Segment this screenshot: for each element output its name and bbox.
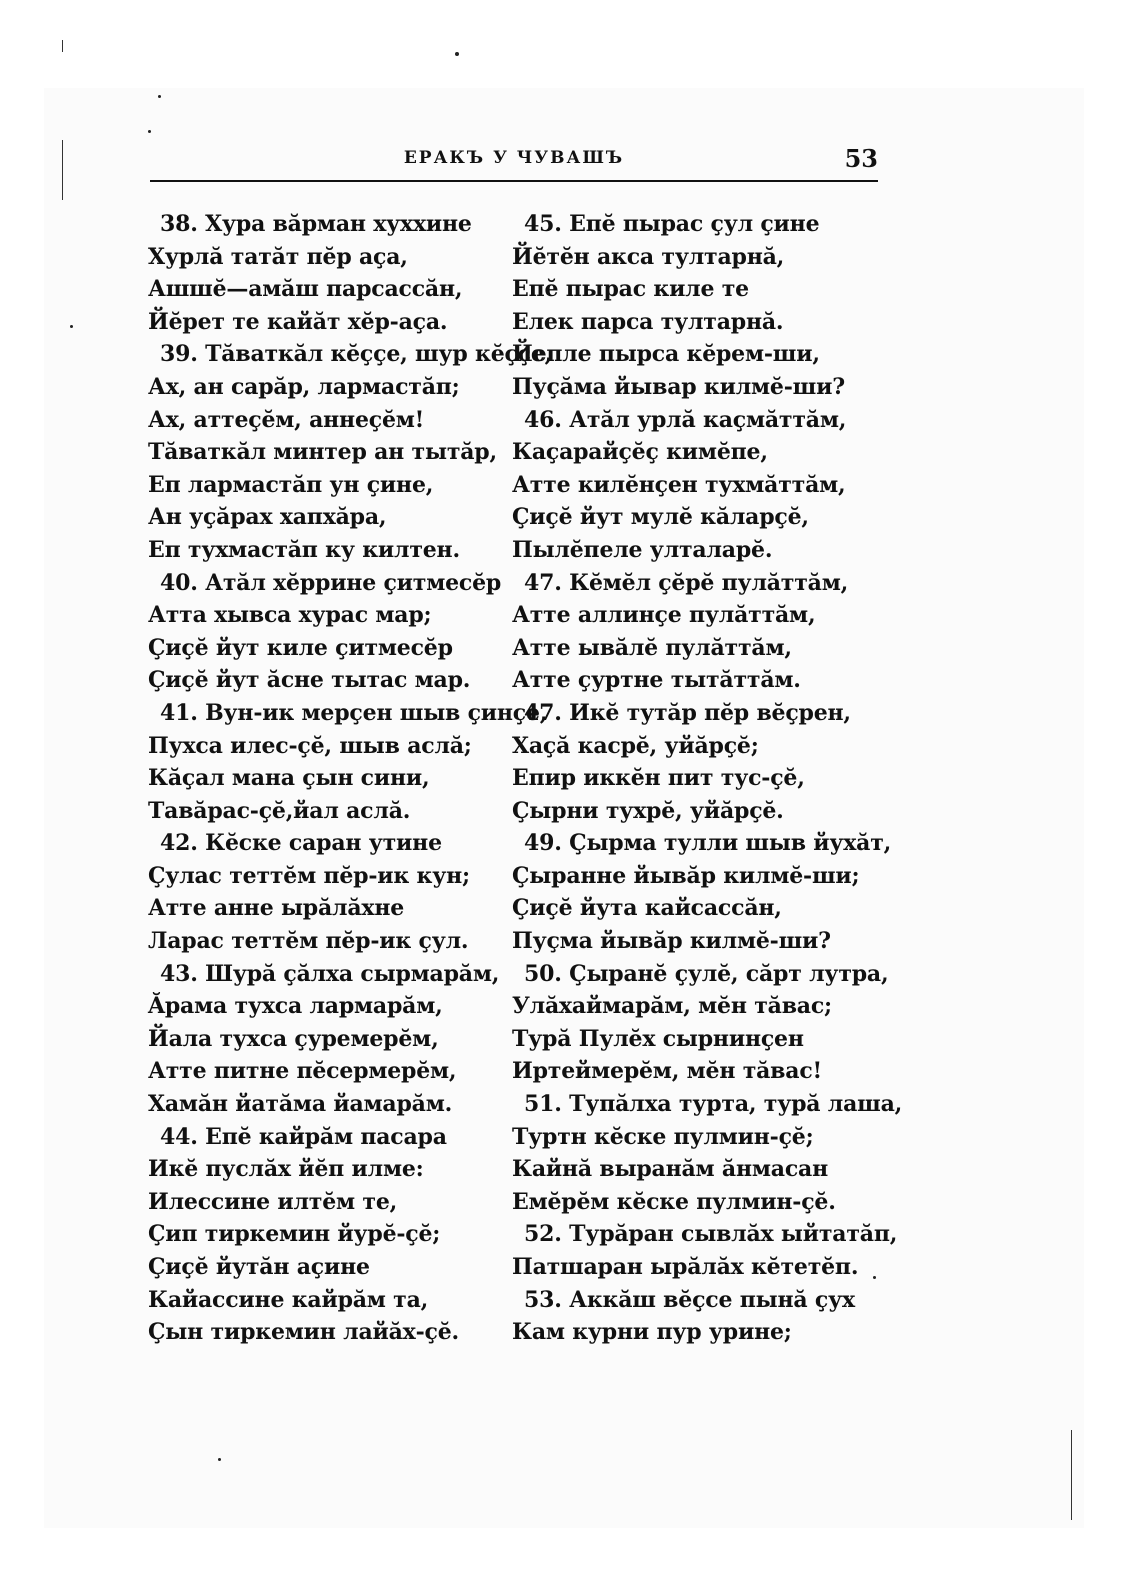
verse-line: 41. Вун-ик мерҫен шыв ҫинҫе, bbox=[160, 699, 548, 726]
speck bbox=[148, 130, 151, 133]
verse-line: Хамăн йатăма йамарăм. bbox=[148, 1091, 453, 1118]
margin-mark bbox=[62, 140, 63, 200]
verse-line: Кайнă выранăм ăнмасан bbox=[512, 1156, 828, 1183]
verse-line: 46. Атăл урлă каҫмăттăм, bbox=[524, 406, 847, 433]
verse-line: Атте анне ырăлăхне bbox=[148, 895, 405, 922]
verse-line: Пылĕпеле улталарĕ. bbox=[512, 536, 773, 563]
verse-line: Иртеймерĕм, мĕн тăвас! bbox=[512, 1058, 822, 1085]
verse-line: Ҫын тиркемин лайăх-ҫĕ. bbox=[148, 1319, 459, 1346]
left-column bbox=[148, 208, 553, 1349]
verse-line: Атте аллинҫе пулăттăм, bbox=[512, 602, 816, 629]
running-title: ЕРАКЪ У ЧУВАШЪ bbox=[403, 148, 625, 168]
verse-line: Атте питне пĕсермерĕм, bbox=[148, 1058, 457, 1085]
verse-line: Каҫарайҫĕҫ кимĕпе, bbox=[512, 439, 768, 466]
verse-line: Ҫырни тухрĕ, уйăрҫĕ. bbox=[512, 797, 784, 824]
verse-line: Елек парса тултарнă. bbox=[512, 308, 784, 335]
verse-line: Улăхаймарăм, мĕн тăвас; bbox=[512, 993, 832, 1020]
verse-line: 43. Шурă ҫăлха сырмарăм, bbox=[160, 960, 500, 987]
verse-line: 47. Кĕмĕл ҫĕрĕ пулăттăм, bbox=[524, 569, 849, 596]
speck bbox=[70, 325, 73, 328]
verse-line: Йĕрет те кайăт хĕр-аҫа. bbox=[148, 308, 448, 335]
verse-line: Ҫиҫĕ йута кайсассăн, bbox=[512, 895, 782, 922]
verse-line: Кайассине кайрăм та, bbox=[148, 1286, 429, 1313]
verse-line: Ах, ан сарăр, лармастăп; bbox=[148, 373, 460, 400]
verse-line: Ҫип тиркемин йурĕ-ҫĕ; bbox=[148, 1221, 441, 1248]
verse-line: 44. Епĕ кайрăм пасара bbox=[160, 1123, 447, 1150]
speck bbox=[455, 52, 459, 56]
verse-line: 53. Аккăш вĕҫсе пынă ҫух bbox=[524, 1286, 855, 1313]
speck bbox=[218, 1458, 221, 1461]
verse-line: Кăҫал мана ҫын сини, bbox=[148, 765, 430, 792]
verse-line: Пуҫăма йывар килмĕ-ши? bbox=[512, 373, 845, 400]
verse-line: Ан уҫăрах хапхăра, bbox=[148, 504, 387, 531]
verse-line: Ҫиҫĕ йут мулĕ кăларҫĕ, bbox=[512, 504, 809, 531]
verse-line: Йĕтĕн акса тултарнă, bbox=[512, 243, 785, 270]
verse-line: Ҫиҫĕ йутăн аҫине bbox=[148, 1254, 370, 1280]
verse-line: Йала тухса ҫуремерĕм, bbox=[148, 1025, 439, 1052]
verse-line: Пухса илес-ҫĕ, шыв аслă; bbox=[148, 732, 472, 759]
verse-line: Атте килĕнҫен тухмăттăм, bbox=[512, 471, 846, 498]
verse-line: Хаҫă касрĕ, уйăрҫĕ; bbox=[512, 732, 759, 759]
page-header bbox=[150, 146, 878, 178]
verse-line: Ҫиҫĕ йут киле ҫитмесĕр bbox=[148, 634, 453, 661]
verse-line: Емĕрĕм кĕске пулмин-ҫĕ. bbox=[512, 1188, 836, 1215]
verse-line: Атта хывса хурас мар; bbox=[148, 602, 432, 629]
right-column bbox=[512, 208, 912, 1349]
verse-line: 42. Кĕске саран утине bbox=[160, 830, 442, 857]
verse-line: 47. Икĕ тутăр пĕр вĕҫрен, bbox=[524, 699, 851, 726]
verse-line: Ҫулас теттĕм пĕр-ик кун; bbox=[148, 862, 470, 889]
verse-line: 50. Ҫыранĕ ҫулĕ, сăрт лутра, bbox=[524, 960, 889, 987]
verse-line: Йепле пырса кĕрем-ши, bbox=[512, 341, 820, 368]
verse-line: Епĕ пырас киле те bbox=[512, 276, 749, 303]
verse-line: Ăрама тухса лармарăм, bbox=[148, 993, 443, 1020]
verse-line: Тавăрас-ҫĕ,йал аслă. bbox=[148, 797, 411, 824]
verse-line: Икĕ пуслăх йĕп илме: bbox=[148, 1156, 424, 1183]
verse-line: Еп тухмастăп ку килтен. bbox=[148, 536, 460, 563]
margin-mark bbox=[62, 40, 63, 52]
verse-line: Епир иккĕн пит тус-ҫĕ, bbox=[512, 765, 805, 792]
verse-line: Хурлă татăт пĕр аҫа, bbox=[148, 243, 408, 270]
verse-line: 49. Ҫырма тулли шыв йухăт, bbox=[524, 830, 892, 857]
verse-line: Илессине илтĕм те, bbox=[148, 1188, 398, 1215]
page-number: 53 bbox=[844, 144, 878, 173]
verse-line: 52. Турăран сывлăх ыйтатăп, bbox=[524, 1221, 898, 1248]
verse-line: 39. Тăваткăл кĕҫҫе, шур кĕҫҫе, bbox=[160, 341, 553, 368]
verse-line: Турă Пулĕх сырнинҫен bbox=[512, 1025, 804, 1052]
verse-line: Атте ҫуртне тытăттăм. bbox=[512, 667, 801, 694]
verse-line: 40. Атăл хĕррине ҫитмесĕр bbox=[160, 569, 502, 596]
verse-line: Ҫыранне йывăр килмĕ-ши; bbox=[512, 862, 860, 889]
verse-line: Атте ывăлĕ пулăттăм, bbox=[512, 634, 792, 661]
margin-mark bbox=[1071, 1430, 1072, 1520]
verse-line: 51. Тупăлха турта, турă лаша, bbox=[524, 1091, 903, 1118]
verse-line: Тăваткăл минтер ан тытăр, bbox=[148, 439, 497, 466]
speck bbox=[158, 95, 161, 98]
verse-line: Патшаран ырăлăх кĕтетĕп. bbox=[512, 1254, 859, 1280]
verse-line: 45. Епĕ пырас ҫул ҫине bbox=[524, 211, 820, 237]
verse-line: Ҫиҫĕ йут ăсне тытас мар. bbox=[148, 667, 471, 694]
verse-line: Кам курни пур урине; bbox=[512, 1319, 792, 1346]
verse-line: Ах, аттеҫĕм, аннеҫĕм! bbox=[148, 406, 425, 433]
verse-line: 38. Хура вăрман хуххине bbox=[160, 211, 472, 237]
header-rule bbox=[150, 180, 878, 182]
verse-line: Пуҫма йывăр килмĕ-ши? bbox=[512, 928, 831, 955]
verse-line: Ашшĕ—амăш парсассăн, bbox=[148, 276, 463, 303]
verse-line: Ларас теттĕм пĕр-ик ҫул. bbox=[148, 928, 469, 955]
verse-line: Еп лармастăп ун ҫине, bbox=[148, 471, 434, 498]
verse-line: Туртн кĕске пулмин-ҫĕ; bbox=[512, 1123, 814, 1150]
